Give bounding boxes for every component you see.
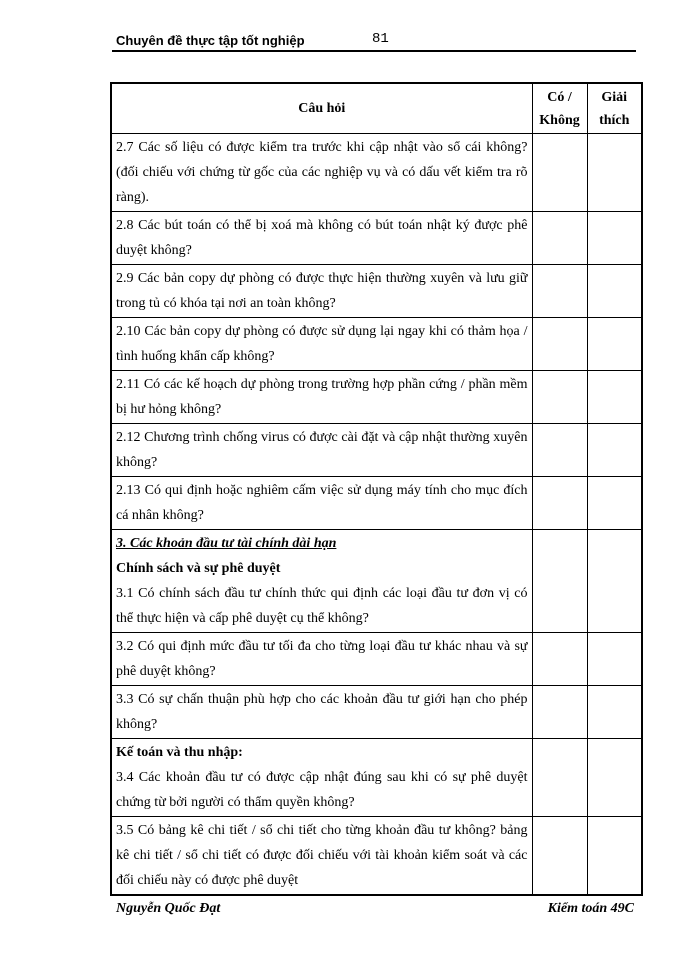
page-footer: [112, 894, 636, 916]
question-cell: [111, 477, 532, 530]
column-header-question: Câu hỏi: [111, 83, 532, 134]
yes-no-cell[interactable]: [532, 371, 587, 424]
yes-no-cell[interactable]: [532, 739, 587, 817]
question-cell: [111, 633, 532, 686]
table-row: [111, 817, 642, 896]
yes-no-cell[interactable]: [532, 212, 587, 265]
subsection-title: Kế toán và thu nhập:: [116, 745, 243, 760]
column-header-yes-no: Có / Không: [532, 83, 587, 134]
explanation-cell[interactable]: [587, 633, 642, 686]
yes-no-cell[interactable]: [532, 686, 587, 739]
question-text: 2.11 Có các kế hoạch dự phòng trong trường hợp phần cứng / phần mềm bị hư hỏng không?: [116, 377, 528, 417]
question-text: 2.8 Các bút toán có thể bị xoá mà không có bút toán nhật ký được phê duyệt không?: [116, 218, 528, 258]
table-row: [111, 686, 642, 739]
table-row: [111, 212, 642, 265]
question-cell: [111, 686, 532, 739]
yes-no-cell[interactable]: [532, 817, 587, 896]
yes-no-cell[interactable]: [532, 633, 587, 686]
question-cell: [111, 424, 532, 477]
question-text: 3.3 Có sự chấn thuận phù hợp cho các khoản đầu tư giới hạn cho phép không?: [116, 692, 528, 732]
question-cell: [111, 212, 532, 265]
table-row: [111, 134, 642, 212]
question-cell: [111, 530, 532, 633]
table-row: [111, 530, 642, 633]
questionnaire-table: [110, 82, 643, 896]
explanation-cell[interactable]: [587, 318, 642, 371]
table-row: [111, 265, 642, 318]
yes-no-cell[interactable]: [532, 318, 587, 371]
question-text: 2.9 Các bản copy dự phòng có được thực hiện thường xuyên và lưu giữ trong tủ có khóa tại nơi an toàn không?: [116, 271, 528, 311]
question-cell: [111, 318, 532, 371]
document-title: Chuyên đề thực tập tốt nghiệp: [116, 33, 305, 48]
table-row: [111, 371, 642, 424]
question-text: 3.2 Có qui định mức đầu tư tối đa cho từng loại đầu tư khác nhau và sự phê duyệt không?: [116, 639, 528, 679]
author-name: Nguyễn Quốc Đạt: [116, 901, 221, 916]
question-text: 3.5 Có bảng kê chi tiết / sổ chi tiết cho từng khoản đầu tư không? bảng kê chi tiết / sổ chi tiết có được đối chiếu với tài khoản kiểm soát và các đối chiếu này có được phê duyệt: [116, 823, 528, 888]
explanation-cell[interactable]: [587, 371, 642, 424]
explanation-cell[interactable]: [587, 212, 642, 265]
question-text: 3.1 Có chính sách đầu tư chính thức qui định các loại đầu tư đơn vị có thể thực hiện và cấp phê duyệt cụ thể không?: [116, 586, 528, 626]
page-header: [112, 33, 636, 52]
yes-no-cell[interactable]: [532, 265, 587, 318]
question-cell: [111, 817, 532, 896]
explanation-cell[interactable]: [587, 739, 642, 817]
question-cell: [111, 265, 532, 318]
page-number: 81: [372, 31, 389, 47]
yes-no-cell[interactable]: [532, 477, 587, 530]
table-row: [111, 477, 642, 530]
question-text: 2.13 Có qui định hoặc nghiêm cấm việc sử dụng máy tính cho mục đích cá nhân không?: [116, 483, 528, 523]
class-name: Kiểm toán 49C: [547, 901, 634, 916]
section-title: 3. Các khoản đầu tư tài chính dài hạn: [116, 536, 337, 551]
question-text: 2.7 Các số liệu có được kiểm tra trước khi cập nhật vào sổ cái không? (đối chiếu với chứng từ gốc của các nghiệp vụ và có dấu vết kiểm tra rõ ràng).: [116, 140, 528, 205]
question-text: 2.12 Chương trình chống virus có được cài đặt và cập nhật thường xuyên không?: [116, 430, 528, 470]
subsection-title: Chính sách và sự phê duyệt: [116, 561, 281, 576]
question-cell: [111, 134, 532, 212]
table-row: [111, 739, 642, 817]
explanation-cell[interactable]: [587, 134, 642, 212]
question-cell: [111, 739, 532, 817]
explanation-cell[interactable]: [587, 686, 642, 739]
explanation-cell[interactable]: [587, 424, 642, 477]
explanation-cell[interactable]: [587, 477, 642, 530]
explanation-cell[interactable]: [587, 530, 642, 633]
yes-no-cell[interactable]: [532, 134, 587, 212]
question-text: 3.4 Các khoản đầu tư có được cập nhật đúng sau khi có sự phê duyệt chứng từ bởi người có thẩm quyền không?: [116, 770, 528, 810]
explanation-cell[interactable]: [587, 265, 642, 318]
table-row: [111, 318, 642, 371]
yes-no-cell[interactable]: [532, 530, 587, 633]
question-text: 2.10 Các bản copy dự phòng có được sử dụng lại ngay khi có thảm họa / tình huống khẩn cấp không?: [116, 324, 528, 364]
question-cell: [111, 371, 532, 424]
table-row: [111, 633, 642, 686]
yes-no-cell[interactable]: [532, 424, 587, 477]
explanation-cell[interactable]: [587, 817, 642, 896]
table-row: [111, 424, 642, 477]
table-header-row: [111, 83, 642, 134]
column-header-explanation: Giải thích: [587, 83, 642, 134]
